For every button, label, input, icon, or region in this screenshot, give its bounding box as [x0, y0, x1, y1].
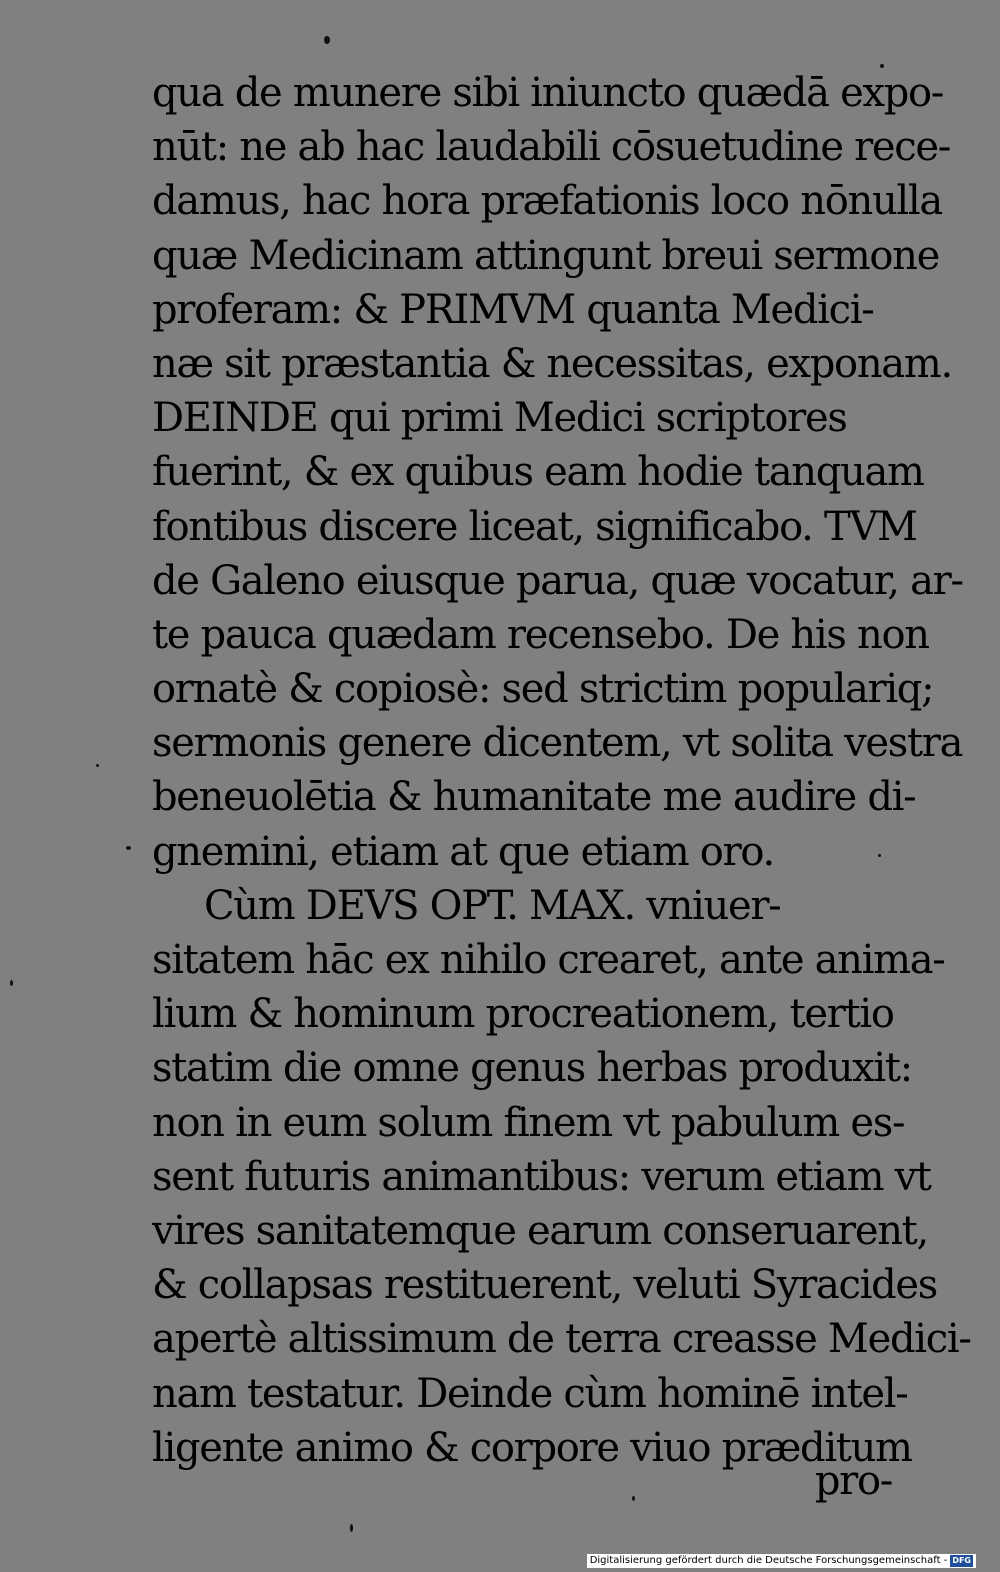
scan-speck	[632, 1496, 635, 1501]
text-line: sermonis genere dicentem, vt solita vestra	[152, 720, 963, 767]
scan-speck	[126, 846, 131, 850]
text-line: DEINDE qui primi Medici scriptores	[152, 395, 847, 442]
text-line: vires sanitatemque earum conseruarent,	[152, 1207, 928, 1254]
text-line: fuerint, & ex quibus eam hodie tanquam	[152, 449, 924, 496]
footer-credit-bar	[587, 1554, 976, 1568]
scan-speck	[96, 764, 99, 767]
text-line: & collapsas restituerent, veluti Syracides	[152, 1262, 937, 1309]
text-line: næ sit præstantia & necessitas, exponam.	[152, 340, 952, 387]
text-line: qua de munere sibi iniuncto quædā expo-	[152, 70, 943, 116]
text-line: non in eum solum finem vt pabulum es-	[152, 1099, 905, 1146]
text-line: statim die omne genus herbas produxit:	[152, 1045, 912, 1092]
text-line: nūt: ne ab hac laudabili cōsuetudine rece-	[152, 124, 950, 171]
text-line: apertè altissimum de terra creasse Medici-	[152, 1316, 971, 1363]
catchword: pro-	[814, 1458, 892, 1504]
text-line: sent futuris animantibus: verum etiam vt	[152, 1153, 931, 1200]
scan-speck	[878, 854, 881, 857]
text-line: quæ Medicinam attingunt breui sermone	[152, 232, 939, 279]
text-line: te pauca quædam recensebo. De his non	[152, 611, 929, 658]
scan-speck	[324, 36, 330, 44]
text-line: lium & hominum procreationem, tertio	[152, 991, 894, 1038]
text-line: fontibus discere liceat, significabo. TVM	[152, 503, 917, 550]
text-line: gnemini, etiam at que etiam oro.	[152, 828, 774, 875]
text-line: proferam: & PRIMVM quanta Medici-	[152, 286, 874, 333]
page-text	[152, 66, 971, 1475]
scan-speck	[350, 1524, 353, 1532]
text-line: ornatè & copiosè: sed strictim populariq;	[152, 666, 934, 713]
scan-speck	[880, 64, 884, 68]
text-line: Cùm DEVS OPT. MAX. vniuer-	[204, 882, 781, 929]
dfg-logo: DFG	[952, 1556, 971, 1565]
text-line: ligente animo & corpore viuo præditum	[152, 1424, 912, 1471]
footer-credit-text: Digitalisierung gefördert durch die Deutsche Forschungsgemeinschaft -	[589, 1555, 948, 1566]
text-line: sitatem hāc ex nihilo crearet, ante anima-	[152, 937, 945, 983]
text-line: beneuolētia & humanitate me audire di-	[152, 774, 916, 821]
scan-speck	[10, 980, 13, 986]
text-line: de Galeno eiusque parua, quæ vocatur, ar-	[152, 557, 963, 604]
text-line: damus, hac hora præfationis loco nōnulla	[152, 178, 942, 225]
text-line: nam testatur. Deinde cùm hominē intel-	[152, 1370, 908, 1417]
